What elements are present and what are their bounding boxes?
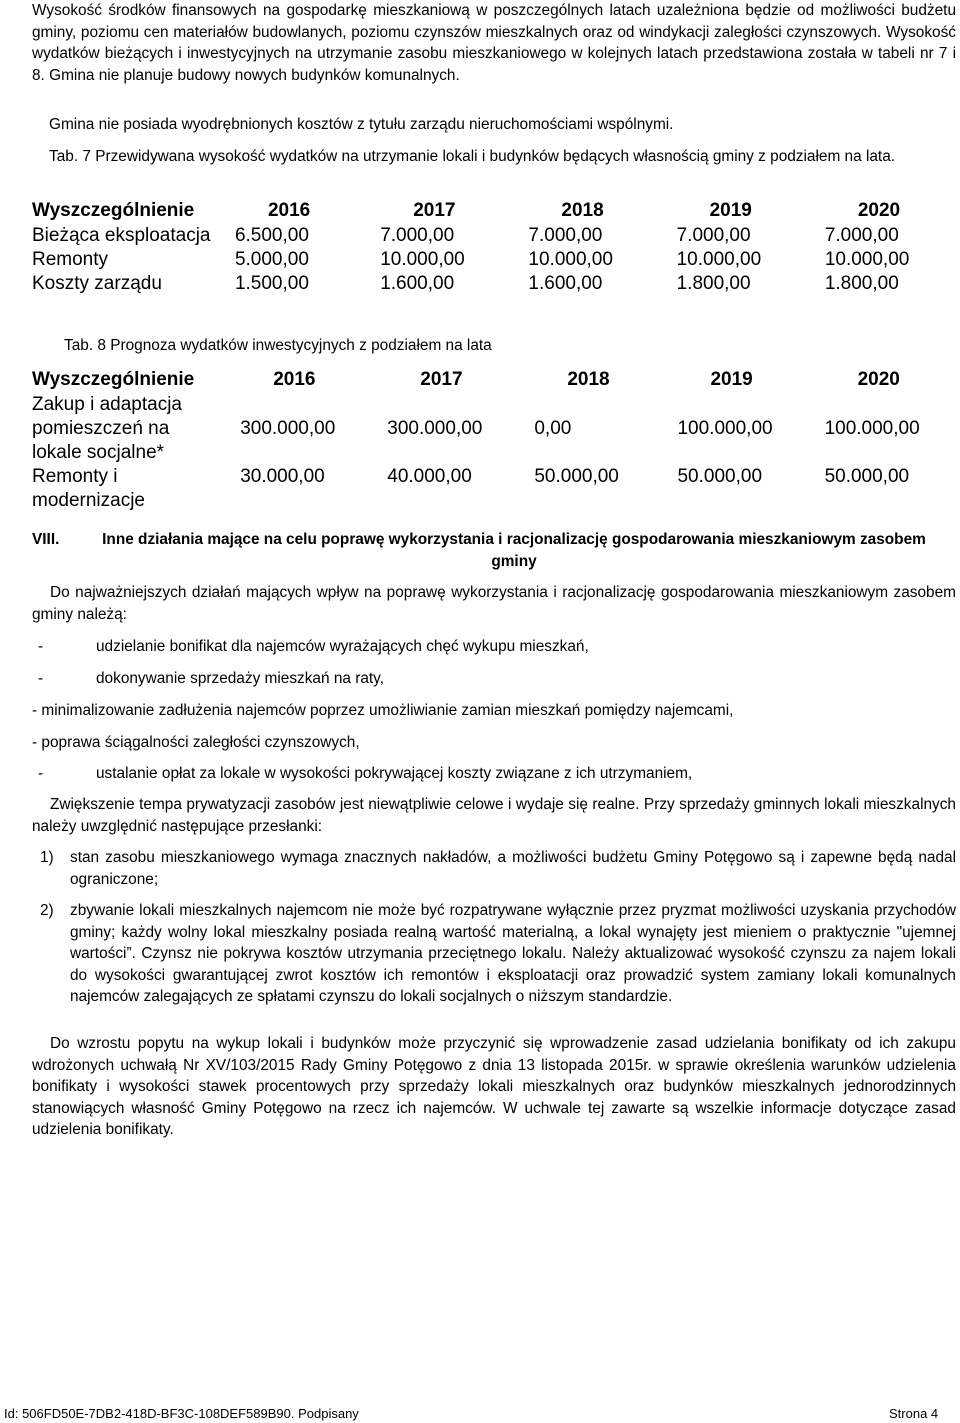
row-value: 7.000,00	[380, 225, 455, 246]
table-8	[32, 367, 956, 513]
row-value: 5.000,00	[234, 249, 309, 270]
privatization-paragraph: Zwiększenie tempa prywatyzacji zasobów jest niewątpliwie celowe i wydaje się realne. Przy sprzedaży gminnych lokali mieszkalnych należy uwzględnić następujące przesłanki:	[32, 796, 956, 835]
list-item-text: dokonywanie sprzedaży mieszkań na raty,	[96, 670, 385, 687]
row-value: 1.500,00	[234, 273, 309, 294]
tab7-caption	[49, 146, 955, 168]
row-value: 50.000,00	[534, 466, 619, 487]
row-name: Remonty	[32, 249, 109, 270]
row-value: 6.500,00	[234, 225, 309, 246]
list-item	[40, 900, 956, 1008]
tab8-caption-text: 8 Prognoza wydatków inwestycyjnych z podziałem na lata	[97, 337, 492, 354]
row-name: Koszty zarządu	[32, 273, 162, 294]
list-item-text: ustalanie opłat za lokale w wysokości pokrywającej koszty związane z ich utrzymaniem,	[96, 765, 693, 782]
row-value: 1.600,00	[528, 273, 603, 294]
header-cell: 2017	[413, 200, 456, 221]
row-value: 7.000,00	[824, 225, 899, 246]
page-number: Strona 4	[889, 1406, 939, 1421]
list-item-text: zbywanie lokali mieszkalnych najemcom nie może być rozpatrywane wyłącznie przez pryzmat możliwości uzyskania przychodów gminy; każdy wolny lokal mieszkalny posiada realną wartość materialną, a lokal wynajęty jest mieniem o praktycznie "ujemnej wartości”. Czynsz nie pokrywa kosztów utrzymania przeciętnego lokalu. Należy aktualizować wysokość czynszu za najem lokali do wysokości gwarantującej zwrot kosztów ich remontów i eksploatacji oraz prowadzić system zamiany lokali komunalnych najemców zalegających ze spłatami czynszu do lokali socjalnych o niższym standardzie.	[70, 902, 956, 1005]
row-value: 7.000,00	[528, 225, 603, 246]
table-row	[32, 465, 956, 513]
header-cell: 2019	[710, 369, 753, 390]
bonus-paragraph: Do wzrostu popytu na wykup lokali i budynków może przyczynić się wprowadzenie zasad udzielania bonifikaty od ich zakupu wdrożonych uchwałą Nr XV/103/2015 Rady Gminy Potęgowo z dnia 13 listopada 2015r. w sprawie określenia warunków udzielenia bonifikaty i wysokości stawek procentowych przy sprzedaży lokali mieszkalnych oraz budynków mieszkalnych jednorodzinnych stanowiących własność Gminy Potęgowo na rzecz ich najemców. W uchwale tej zawarte są wszelkie informacje dotyczące zasad udzielenia bonifikaty.	[32, 1035, 956, 1138]
table-row	[32, 272, 956, 296]
list-dash: -	[38, 670, 44, 687]
list-item-text: stan zasobu mieszkaniowego wymaga znacznych nakładów, a możliwości budżetu Gminy Potęgowo są i zapewne będą nadal ograniczone;	[70, 849, 956, 888]
gmina-note: Gmina nie posiada wyodrębnionych kosztów z tytułu zarządu nieruchomościami wspólnymi.	[49, 116, 674, 133]
header-cell: 2019	[709, 200, 752, 221]
list-item	[40, 847, 956, 890]
row-value: 10.000,00	[380, 249, 465, 270]
actions-intro-paragraph: Do najważniejszych działań mających wpływ na poprawę wykorzystania i racjonalizację gospodarowania mieszkaniowym zasobem gminy należą:	[32, 584, 956, 623]
list-item-text: - minimalizowanie zadłużenia najemców poprzez umożliwianie zamian mieszkań pomiędzy najemcami,	[32, 702, 734, 719]
table-row	[32, 393, 956, 465]
table-row	[32, 224, 956, 248]
tab8-caption	[64, 335, 944, 357]
row-value: 1.800,00	[676, 273, 751, 294]
tab7-caption-text: 7 Przewidywana wysokość wydatków na utrzymanie lokali i budynków będących własnością gminy z podziałem na lata.	[82, 148, 896, 165]
tab7-label: Tab.	[49, 148, 79, 165]
row-value: 50.000,00	[677, 466, 763, 487]
row-value: 300.000,00	[240, 418, 336, 439]
list-dash: -	[38, 638, 44, 655]
row-value: 30.000,00	[240, 466, 325, 487]
row-value: 100.000,00	[677, 418, 773, 439]
row-name: Bieżąca eksploatacja	[32, 225, 211, 246]
row-value: 50.000,00	[824, 466, 910, 487]
row-name-text: Zakup i adaptacja pomieszczeń na lokale socjalne*	[32, 394, 182, 463]
header-cell: 2020	[857, 369, 900, 390]
intro-paragraph: Wysokość środków finansowych na gospodarkę mieszkaniową w poszczególnych latach uzależniona będzie od możliwości budżetu gminy, poziomu cen materiałów budowlanych, poziomu czynszów mieszkalnych oraz od windykacji zaległości czynszowych. Wysokość wydatków bieżących i inwestycyjnych na utrzymanie zasobu mieszkaniowego w kolejnych latach przedstawiona została w tabeli nr 7 i 8. Gmina nie planuje budowy nowych budynków komunalnych.	[32, 2, 956, 84]
row-value: 300.000,00	[387, 418, 483, 439]
list-item-text: udzielanie bonifikat dla najemców wyrażających chęć wykupu mieszkań,	[96, 638, 589, 655]
header-cell: 2016	[273, 369, 316, 390]
row-value: 10.000,00	[528, 249, 613, 270]
header-cell: 2017	[420, 369, 463, 390]
table-row	[32, 248, 956, 272]
row-value: 7.000,00	[676, 225, 751, 246]
row-value: 40.000,00	[387, 466, 472, 487]
row-name	[32, 465, 240, 513]
list-number: 2)	[40, 902, 54, 919]
row-value: 10.000,00	[824, 249, 910, 270]
header-cell: 2018	[567, 369, 610, 390]
section-heading	[32, 529, 956, 573]
section-title: Inne działania mające na celu poprawę wykorzystania i racjonalizację gospodarowania mieszkaniowym zasobem gminy	[102, 531, 926, 570]
table-header-row	[32, 198, 956, 224]
row-value: 100.000,00	[824, 418, 920, 439]
header-cell: Wyszczególnienie	[32, 200, 195, 221]
row-value: 1.600,00	[380, 273, 455, 294]
row-value: 0,00	[534, 418, 572, 439]
table-7	[32, 198, 956, 296]
table-header-row	[32, 367, 956, 393]
header-cell: 2018	[561, 200, 604, 221]
tab8-label: Tab.	[64, 337, 94, 354]
row-name	[32, 393, 240, 465]
header-cell: 2020	[857, 200, 901, 221]
row-name-text: Remonty i modernizacje	[32, 466, 145, 511]
row-value: 10.000,00	[676, 249, 762, 270]
list-number: 1)	[40, 849, 54, 866]
header-cell: 2016	[267, 200, 311, 221]
list-item-text: - poprawa ściągalności zaległości czynszowych,	[32, 734, 360, 751]
row-value: 1.800,00	[824, 273, 899, 294]
list-dash: -	[38, 765, 44, 782]
document-id: Id: 506FD50E-7DB2-418D-BF3C-108DEF589B90. Podpisany	[4, 1406, 359, 1421]
section-number: VIII.	[32, 531, 60, 548]
header-cell: Wyszczególnienie	[32, 369, 195, 390]
